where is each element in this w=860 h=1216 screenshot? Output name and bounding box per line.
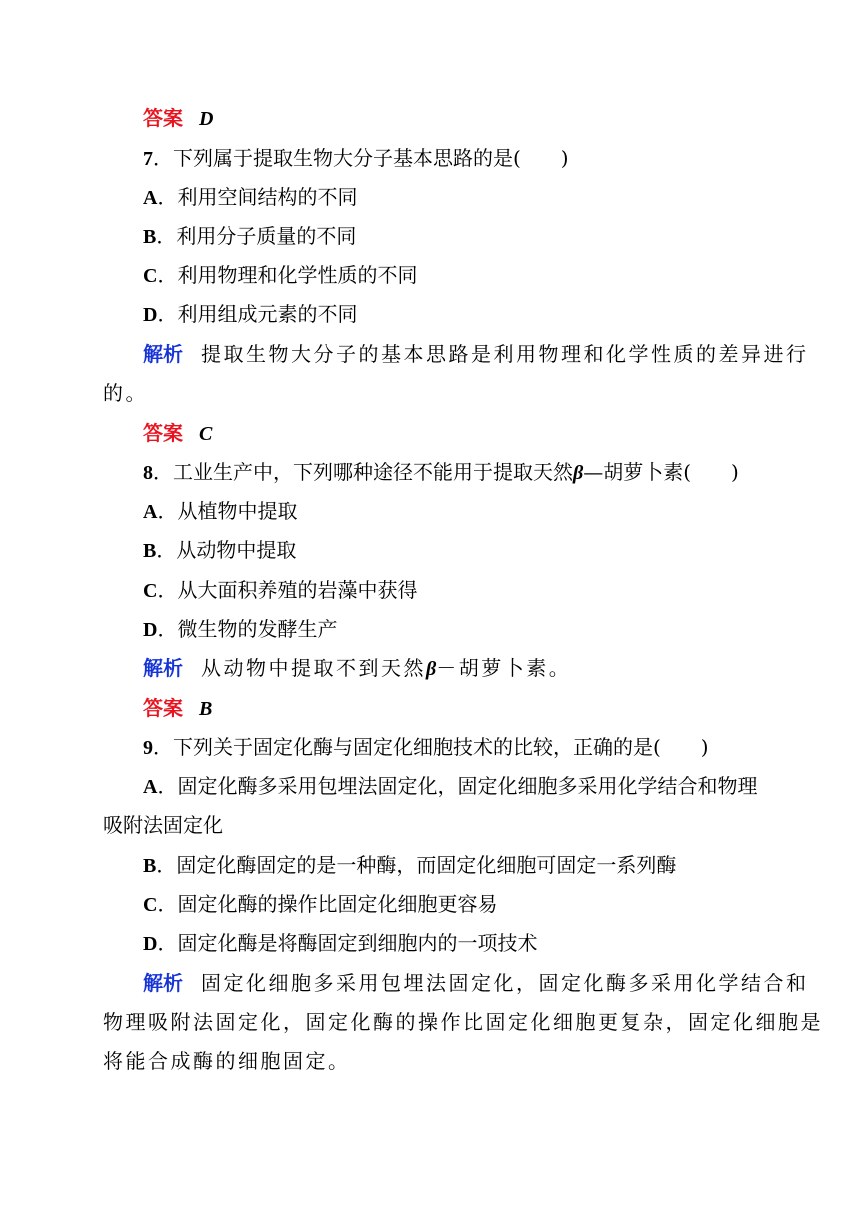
option-letter: C (143, 580, 158, 602)
q7-explanation-cont (103, 381, 148, 405)
option-letter: C (143, 894, 158, 916)
q8-option-a (143, 499, 297, 524)
explanation-text: 物理吸附法固定化，固定化酶的操作比固定化细胞更复杂，固定化细胞是 (103, 1010, 823, 1034)
question-text: ．工业生产中，下列哪种途径不能用于提取天然 (153, 460, 573, 484)
option-letter: D (143, 933, 158, 955)
q8-explanation (143, 656, 571, 681)
option-letter: A (143, 776, 158, 798)
option-text: ．利用分子质量的不同 (156, 224, 357, 248)
option-text: ．固定化酶的操作比固定化细胞更容易 (157, 892, 498, 916)
question-text: ．下列属于提取生物大分子基本思路的是( ) (153, 146, 569, 170)
option-text: ．固定化酶固定的是一种酶，而固定化细胞可固定一系列酶 (156, 853, 677, 877)
beta-symbol: β (426, 658, 437, 680)
q9-explanation-cont-1 (103, 1010, 823, 1034)
question-number: 9 (143, 737, 153, 759)
answer-value: B (199, 698, 213, 720)
q9-explanation-cont-2 (103, 1049, 351, 1073)
explanation-text-tail: －胡萝卜素。 (436, 656, 572, 680)
q7-explanation (143, 342, 809, 366)
q9-option-d (143, 931, 537, 956)
option-text: ．从大面积养殖的岩藻中获得 (157, 578, 418, 602)
question-number: 7 (143, 148, 153, 170)
option-text: ．从植物中提取 (157, 499, 298, 523)
q9-explanation (143, 971, 809, 995)
q7-option-a (143, 185, 357, 210)
answer-line-6 (143, 106, 213, 131)
q9-option-a-cont (103, 813, 223, 837)
q9-option-a (143, 774, 757, 799)
option-text: ．固定化酶是将酶固定到细胞内的一项技术 (157, 931, 538, 955)
question-number: 8 (143, 462, 153, 484)
answer-label: 答案 (143, 696, 183, 720)
option-text: ．从动物中提取 (156, 538, 297, 562)
answer-value: D (199, 108, 214, 130)
option-letter: C (143, 265, 158, 287)
q9-option-c (143, 892, 497, 917)
explanation-text: 将能合成酶的细胞固定。 (103, 1049, 351, 1073)
question-7 (143, 146, 569, 171)
option-letter: D (143, 619, 158, 641)
answer-line-7 (143, 421, 212, 446)
question-text-tail: —胡萝卜素( ) (583, 460, 739, 484)
explanation-text: 的。 (103, 381, 148, 405)
option-text: ．利用组成元素的不同 (157, 302, 358, 326)
explanation-label: 解析 (143, 342, 183, 366)
question-9 (143, 735, 709, 760)
q7-option-b (143, 224, 356, 249)
q8-option-c (143, 578, 417, 603)
answer-label: 答案 (143, 421, 183, 445)
option-text: ．微生物的发酵生产 (157, 617, 338, 641)
q8-option-b (143, 538, 296, 563)
option-text: 吸附法固定化 (103, 813, 223, 837)
explanation-text: 提取生物大分子的基本思路是利用物理和化学性质的差异进行 (201, 342, 809, 366)
option-text: ．利用物理和化学性质的不同 (157, 263, 418, 287)
option-letter: A (143, 501, 158, 523)
explanation-text: 从动物中提取不到天然 (201, 656, 426, 680)
beta-symbol: β (573, 462, 584, 484)
q9-option-b (143, 853, 676, 878)
q7-option-c (143, 263, 417, 288)
question-8 (143, 460, 739, 485)
option-letter: A (143, 187, 158, 209)
option-letter: B (143, 226, 157, 248)
option-text: ．固定化酶多采用包埋法固定化，固定化细胞多采用化学结合和物理 (157, 774, 758, 798)
explanation-label: 解析 (143, 656, 183, 680)
option-letter: B (143, 540, 157, 562)
option-letter: D (143, 304, 158, 326)
q7-option-d (143, 302, 357, 327)
answer-line-8 (143, 696, 212, 721)
answer-value: C (199, 423, 213, 445)
explanation-text: 固定化细胞多采用包埋法固定化，固定化酶多采用化学结合和 (201, 971, 809, 995)
question-text: ．下列关于固定化酶与固定化细胞技术的比较，正确的是( ) (153, 735, 709, 759)
explanation-label: 解析 (143, 971, 183, 995)
q8-option-d (143, 617, 337, 642)
option-letter: B (143, 855, 157, 877)
option-text: ．利用空间结构的不同 (157, 185, 358, 209)
answer-label: 答案 (143, 106, 183, 130)
